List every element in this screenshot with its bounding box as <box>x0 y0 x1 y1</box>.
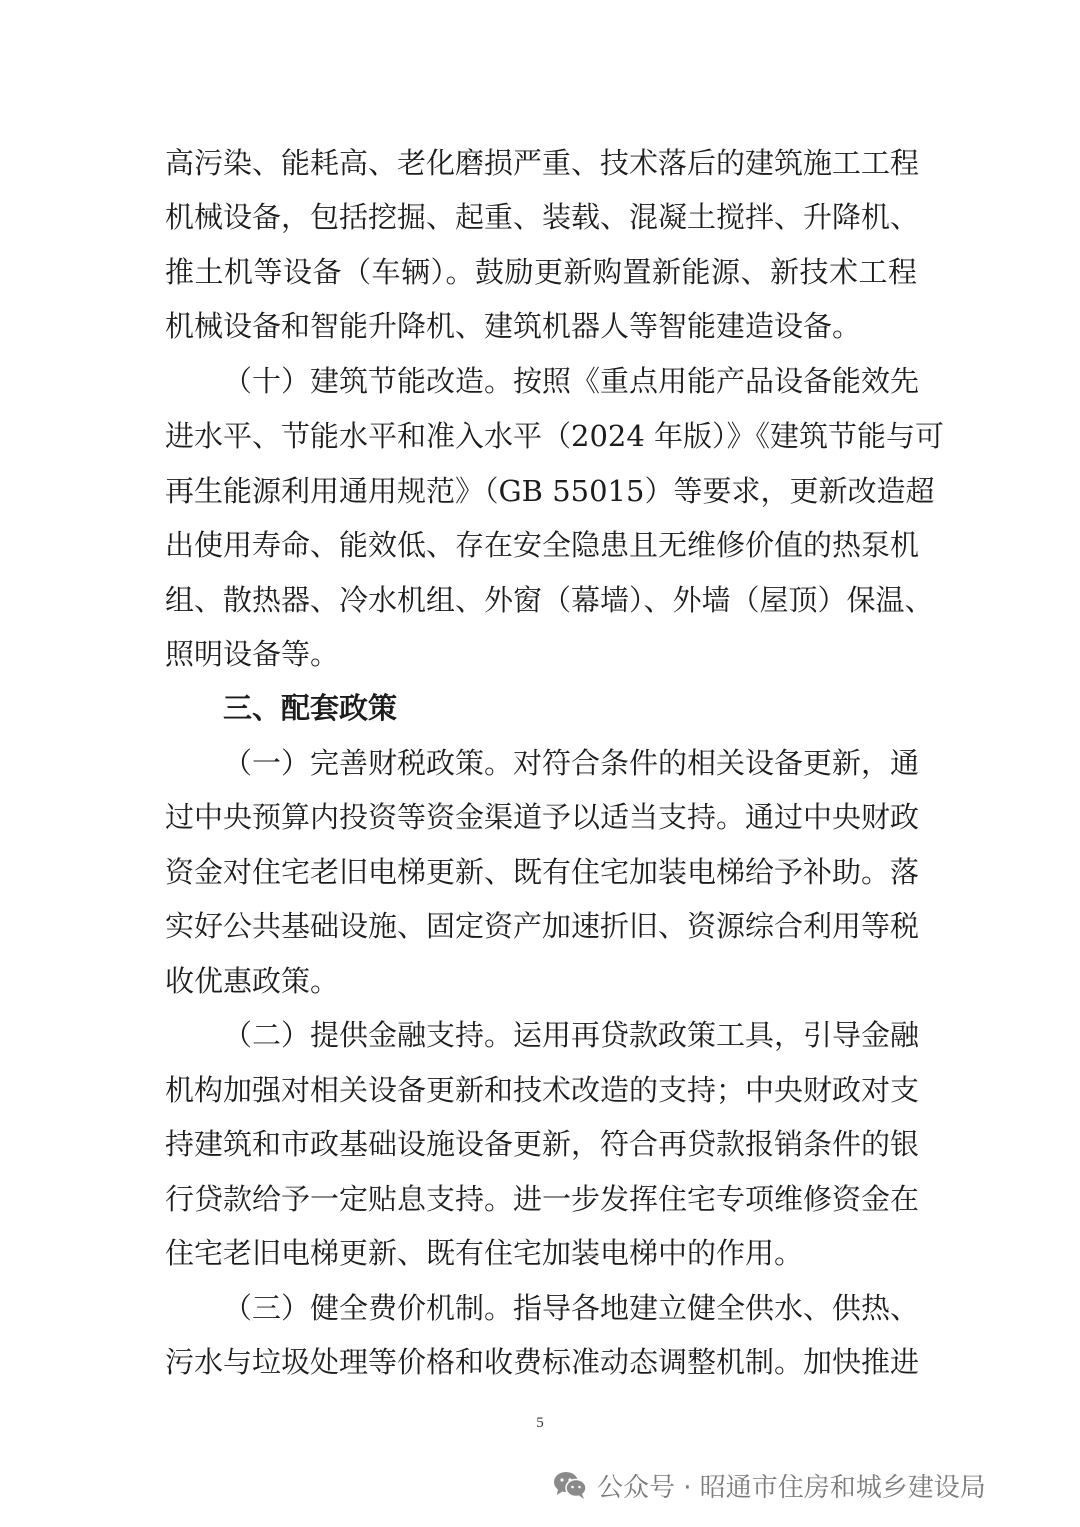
paragraph-start-line: （一）完善财税政策。对符合条件的相关设备更新，通 <box>223 746 920 780</box>
text-line: 资金对住宅老旧电梯更新、既有住宅加装电梯给予补助。落 <box>165 855 920 889</box>
section-heading: 三、配套政策 <box>223 691 398 725</box>
text-line: 组、散热器、冷水机组、外窗（幕墙）、外墙（屋顶）保温、 <box>165 583 934 617</box>
paragraph-start-line: （十）建筑节能改造。按照《重点用能产品设备能效先 <box>223 364 920 398</box>
text-line: 实好公共基础设施、固定资产加速折旧、资源综合利用等税 <box>165 909 920 943</box>
wechat-icon <box>553 1470 587 1500</box>
text-line: 过中央预算内投资等资金渠道予以适当支持。通过中央财政 <box>165 800 920 834</box>
text-line: 污水与垃圾处理等价格和收费标准动态调整机制。加快推进 <box>165 1345 920 1379</box>
text-line: 机构加强对相关设备更新和技术改造的支持；中央财政对支 <box>165 1073 920 1107</box>
page-number: 5 <box>536 1415 544 1431</box>
watermark-text: 公众号 · 昭通市住房和城乡建设局 <box>597 1472 986 1503</box>
text-line: 持建筑和市政基础设施设备更新，符合再贷款报销条件的银 <box>165 1127 920 1161</box>
paragraph-start-line: （三）健全费价机制。指导各地建立健全供水、供热、 <box>223 1291 920 1325</box>
text-line: 高污染、能耗高、老化磨损严重、技术落后的建筑施工工程 <box>165 146 920 180</box>
text-line: 机械设备和智能升降机、建筑机器人等智能建造设备。 <box>165 309 862 343</box>
paragraph-start-line: （二）提供金融支持。运用再贷款政策工具，引导金融 <box>223 1018 920 1052</box>
text-line: 住宅老旧电梯更新、既有住宅加装电梯中的作用。 <box>165 1236 804 1270</box>
text-line: 照明设备等。 <box>165 637 340 671</box>
text-line: 推土机等设备（车辆）。鼓励更新购置新能源、新技术工程 <box>165 255 917 289</box>
text-line: 行贷款给予一定贴息支持。进一步发挥住宅专项维修资金在 <box>165 1182 920 1216</box>
text-line: 收优惠政策。 <box>165 964 340 998</box>
text-line: 机械设备，包括挖掘、起重、装载、混凝土搅拌、升降机、 <box>165 200 920 234</box>
watermark <box>553 1465 986 1505</box>
text-line: 进水平、节能水平和准入水平（2024 年版）》《建筑节能与可 <box>165 419 945 453</box>
text-line: 出使用寿命、能效低、存在安全隐患且无维修价值的热泵机 <box>165 528 920 562</box>
text-line: 再生能源利用通用规范》（GB 55015）等要求，更新改造超 <box>165 474 935 508</box>
